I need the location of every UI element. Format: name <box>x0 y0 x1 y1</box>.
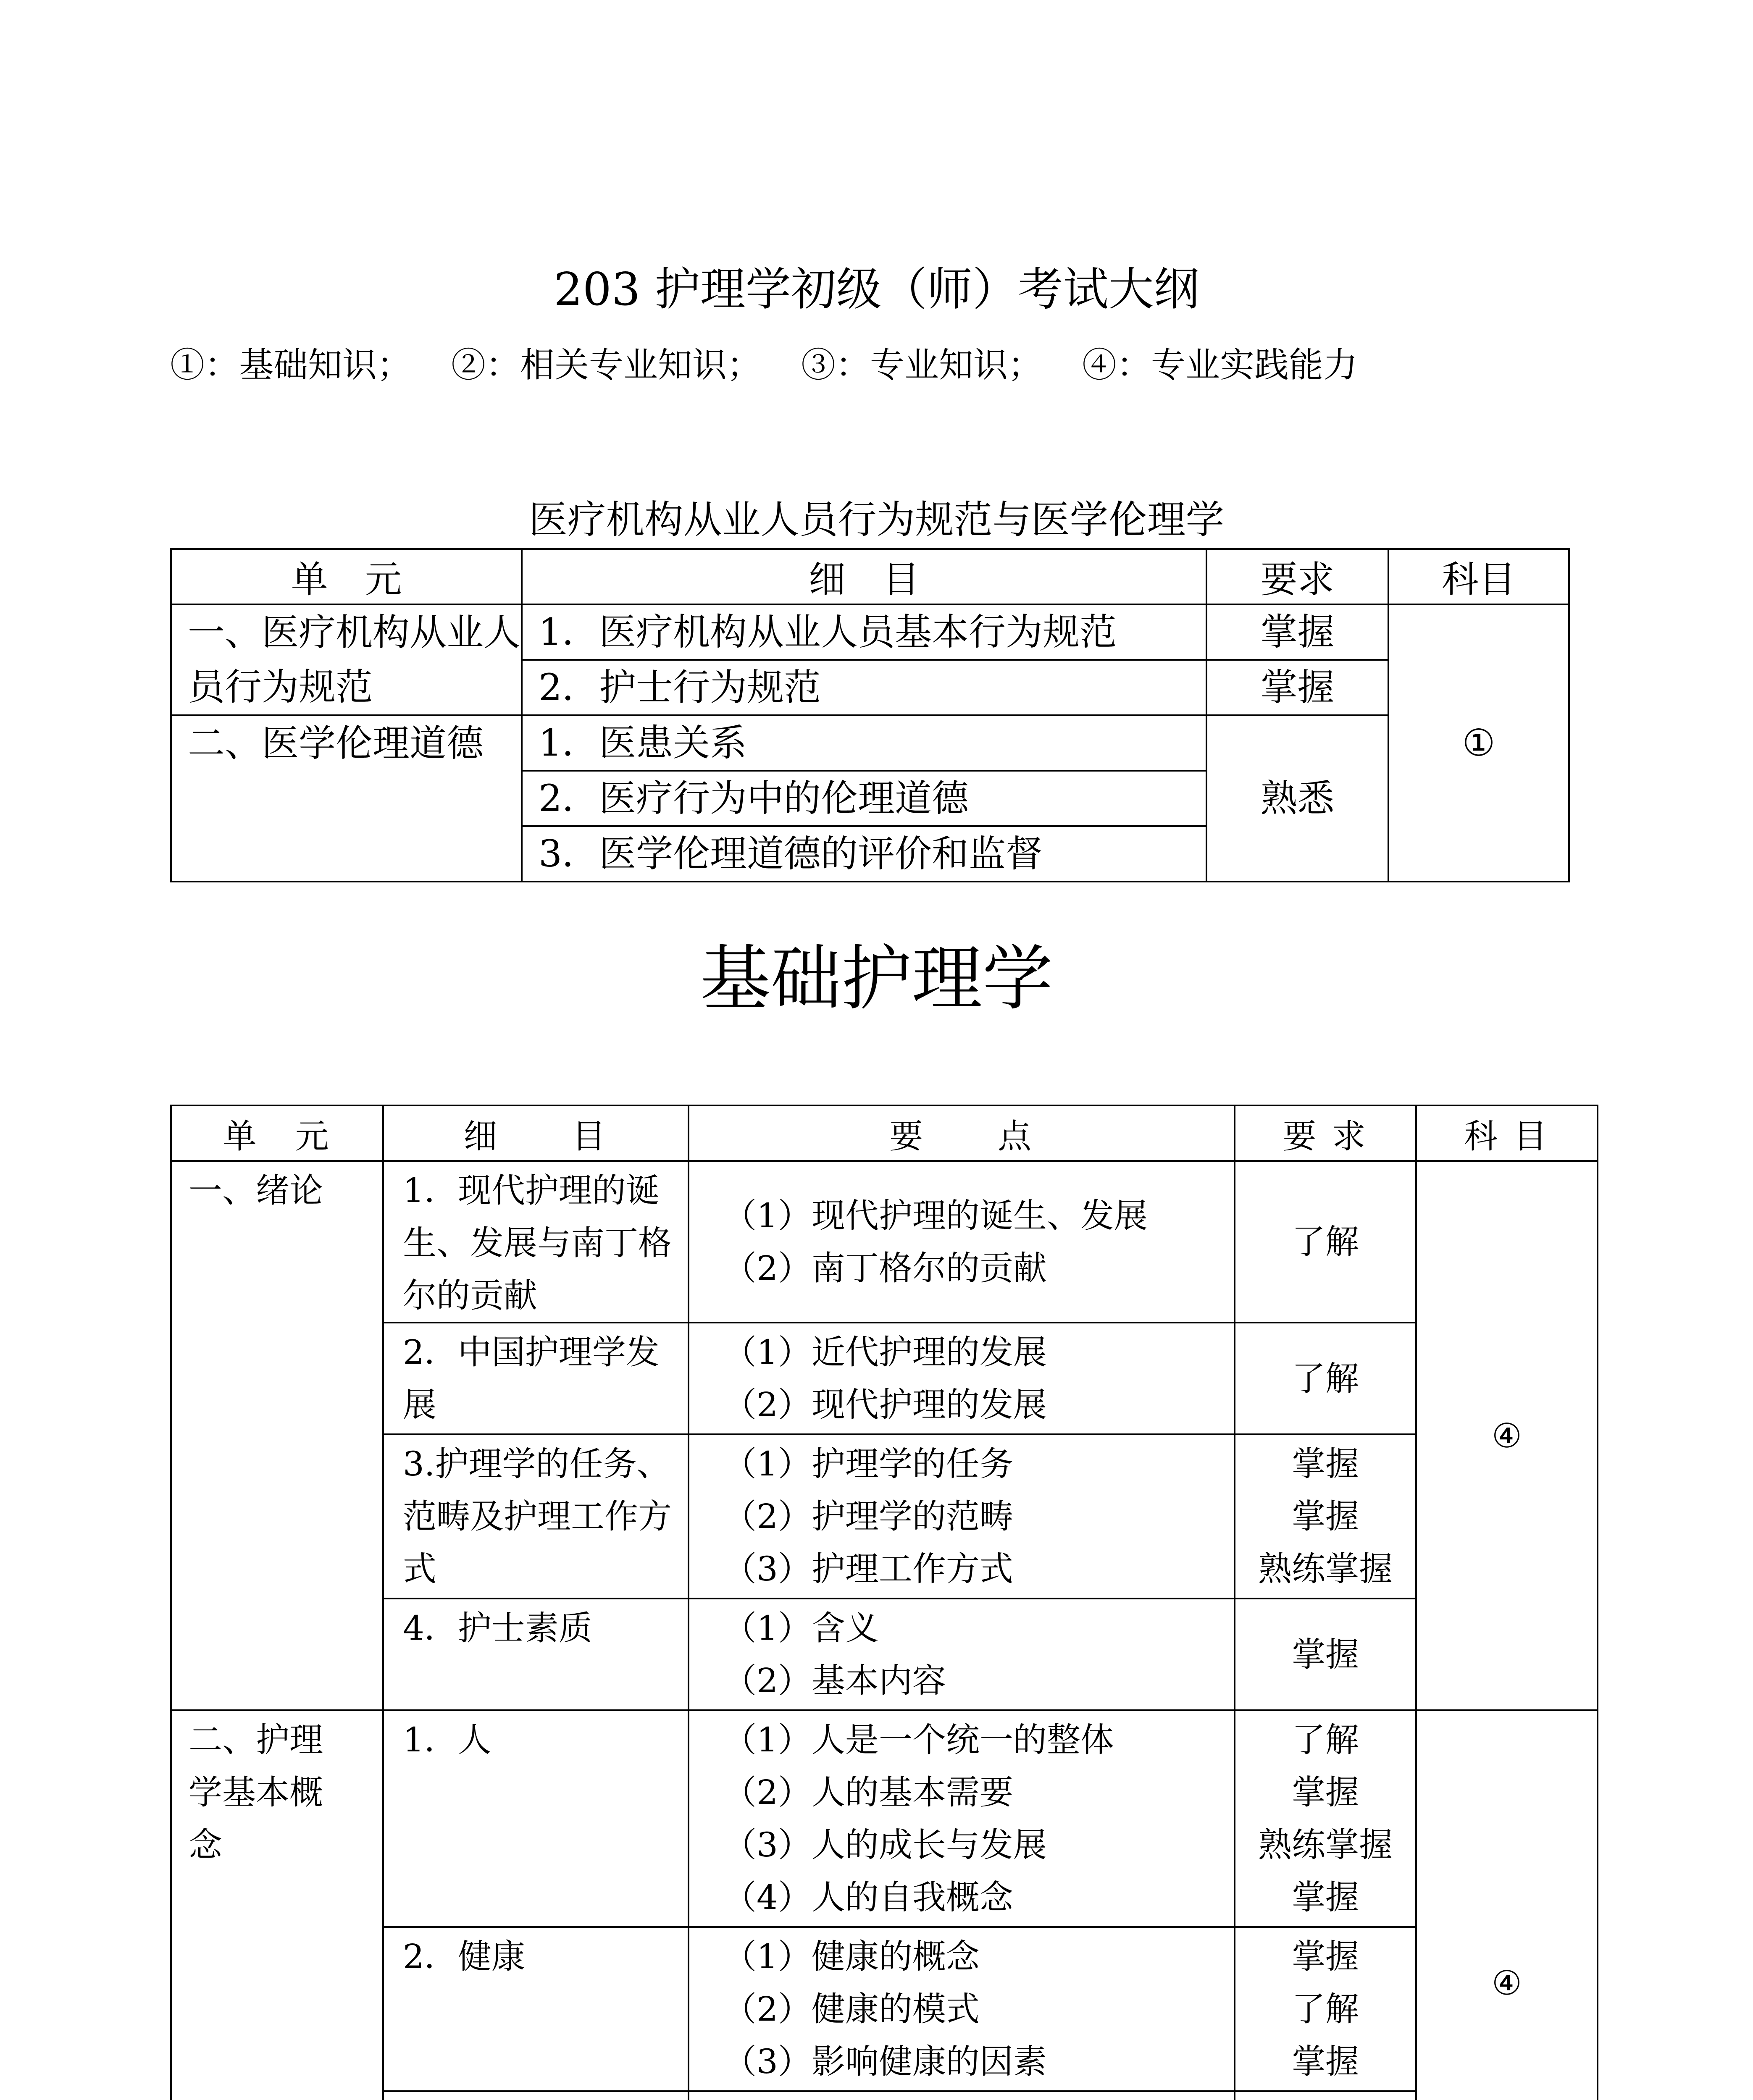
points-cell <box>689 1434 1235 1599</box>
points-cell <box>689 2091 1235 2100</box>
detail-cell: 3．医学伦理道德的评价和监督 <box>522 826 1206 882</box>
header-requirement: 要求 <box>1206 549 1388 604</box>
unit-cell: 二、医学伦理道德 <box>171 715 522 882</box>
requirement-cell: 掌握 <box>1206 660 1388 715</box>
detail-cell: 1．医患关系 <box>522 715 1206 771</box>
point-item: （3）影响健康的因素 <box>723 2042 1047 2081</box>
table-row <box>171 1323 1598 1434</box>
point-item: （4）人的自我概念 <box>723 1878 1013 1917</box>
points-cell <box>689 1161 1235 1323</box>
requirement-item: 掌握 <box>1292 1497 1359 1536</box>
points-cell <box>689 1323 1235 1434</box>
requirement-item <box>1235 2095 1415 2100</box>
header-points: 要 点 <box>689 1105 1235 1161</box>
header-detail: 细 目 <box>383 1105 689 1161</box>
legend-item: ③：专业知识； <box>801 345 1043 385</box>
detail-text: 3.护理学的任务、范畴及护理工作方式 <box>403 1444 672 1588</box>
table-header-row <box>171 1105 1598 1161</box>
point-item: （2）南丁格尔的贡献 <box>723 1248 1047 1288</box>
detail-text <box>403 2095 688 2100</box>
requirement-item: 了解 <box>1292 1990 1359 2029</box>
requirement-cell <box>1235 1434 1416 1599</box>
detail-cell <box>383 1434 689 1599</box>
requirement-cell <box>1235 1599 1416 1710</box>
legend-item: ②：相关专业知识； <box>451 345 762 385</box>
point-item: （1）含义 <box>723 1609 879 1648</box>
subject-legend <box>170 340 1358 391</box>
requirement-cell <box>1235 1161 1416 1323</box>
section-title-basic-nursing: 基础护理学 <box>700 937 1053 1020</box>
subject-cell: ① <box>1388 604 1569 882</box>
table-row <box>171 1927 1598 2091</box>
points-cell <box>689 1710 1235 1927</box>
document-title: 203 护理学初级（师）考试大纲 <box>554 263 1199 316</box>
requirement-cell: 熟悉 <box>1206 715 1388 882</box>
table-header-row <box>171 549 1569 604</box>
requirement-item: 掌握 <box>1292 1878 1359 1917</box>
header-unit: 单 元 <box>171 549 522 604</box>
unit-text: 二、护理学基本概念 <box>189 1720 323 1864</box>
points-cell <box>689 1599 1235 1710</box>
subject-cell: ④ <box>1416 1710 1598 2100</box>
point-item: （2）人的基本需要 <box>723 1773 1013 1812</box>
table-row <box>171 1710 1598 1927</box>
detail-text: 2．健康 <box>403 1937 525 1976</box>
requirement-cell <box>1235 2091 1416 2100</box>
requirement-item: 掌握 <box>1292 2042 1359 2081</box>
detail-cell: 2．医疗行为中的伦理道德 <box>522 771 1206 826</box>
point-item: （1）人是一个统一的整体 <box>723 1720 1114 1759</box>
header-unit: 单 元 <box>171 1105 383 1161</box>
detail-text: 1．人 <box>403 1720 491 1759</box>
table-row <box>171 715 1569 771</box>
unit-cell: 一、医疗机构从业人员行为规范 <box>171 604 522 715</box>
table-row <box>171 1161 1598 1323</box>
point-item: （3）人的成长与发展 <box>723 1825 1047 1864</box>
ethics-table <box>170 548 1570 882</box>
detail-text: 2．中国护理学发展 <box>403 1333 660 1424</box>
subject-cell: ④ <box>1416 1161 1598 1710</box>
requirement-item: 了解 <box>1292 1222 1359 1261</box>
point-item: （2）基本内容 <box>723 1661 946 1700</box>
point-item: （2）健康的模式 <box>723 1990 980 2029</box>
point-item: （2）护理学的范畴 <box>723 1497 1013 1536</box>
requirement-item: 掌握 <box>1292 1773 1359 1812</box>
requirement-cell <box>1235 1710 1416 1927</box>
detail-text: 4．护士素质 <box>403 1609 592 1648</box>
header-requirement: 要 求 <box>1235 1105 1416 1161</box>
point-item: （1）健康的概念 <box>723 1937 980 1976</box>
requirement-cell: 掌握 <box>1206 604 1388 660</box>
point-item: （1）护理学的任务 <box>723 1444 1013 1483</box>
requirement-item: 了解 <box>1292 1359 1359 1398</box>
detail-cell: 1．医疗机构从业人员基本行为规范 <box>522 604 1206 660</box>
detail-cell <box>383 2091 689 2100</box>
unit-cell: 一、绪论 <box>171 1161 383 1710</box>
requirement-item: 了解 <box>1292 1720 1359 1759</box>
detail-cell: 2．护士行为规范 <box>522 660 1206 715</box>
detail-cell <box>383 1323 689 1434</box>
point-item: （1）近代护理的发展 <box>723 1333 1047 1372</box>
points-cell <box>689 1927 1235 2091</box>
basic-nursing-table <box>170 1105 1598 2100</box>
point-item: （2）现代护理的发展 <box>723 1385 1047 1424</box>
header-subject: 科目 <box>1388 549 1569 604</box>
table-row <box>171 1434 1598 1599</box>
table-row <box>171 2091 1598 2100</box>
detail-cell <box>383 1161 689 1323</box>
detail-cell <box>383 1710 689 1927</box>
header-subject: 科 目 <box>1416 1105 1598 1161</box>
section-title-ethics: 医疗机构从业人员行为规范与医学伦理学 <box>528 497 1225 542</box>
point-item <box>723 2095 1234 2100</box>
legend-item: ④：专业实践能力 <box>1082 345 1358 385</box>
requirement-item: 掌握 <box>1292 1937 1359 1976</box>
requirement-item: 熟练掌握 <box>1258 1825 1393 1864</box>
requirement-item: 掌握 <box>1292 1444 1359 1483</box>
detail-cell <box>383 1599 689 1710</box>
table-row <box>171 604 1569 660</box>
detail-text: 1．现代护理的诞生、发展与南丁格尔的贡献 <box>403 1171 672 1315</box>
requirement-item: 掌握 <box>1292 1635 1359 1674</box>
unit-cell <box>171 1710 383 2100</box>
detail-cell <box>383 1927 689 2091</box>
table-row <box>171 1599 1598 1710</box>
point-item: （3）护理工作方式 <box>723 1549 1013 1588</box>
requirement-item: 熟练掌握 <box>1258 1549 1393 1588</box>
requirement-cell <box>1235 1927 1416 2091</box>
header-detail: 细 目 <box>522 549 1206 604</box>
legend-item: ①：基础知识； <box>170 345 412 385</box>
requirement-cell <box>1235 1323 1416 1434</box>
point-item: （1）现代护理的诞生、发展 <box>723 1196 1148 1235</box>
